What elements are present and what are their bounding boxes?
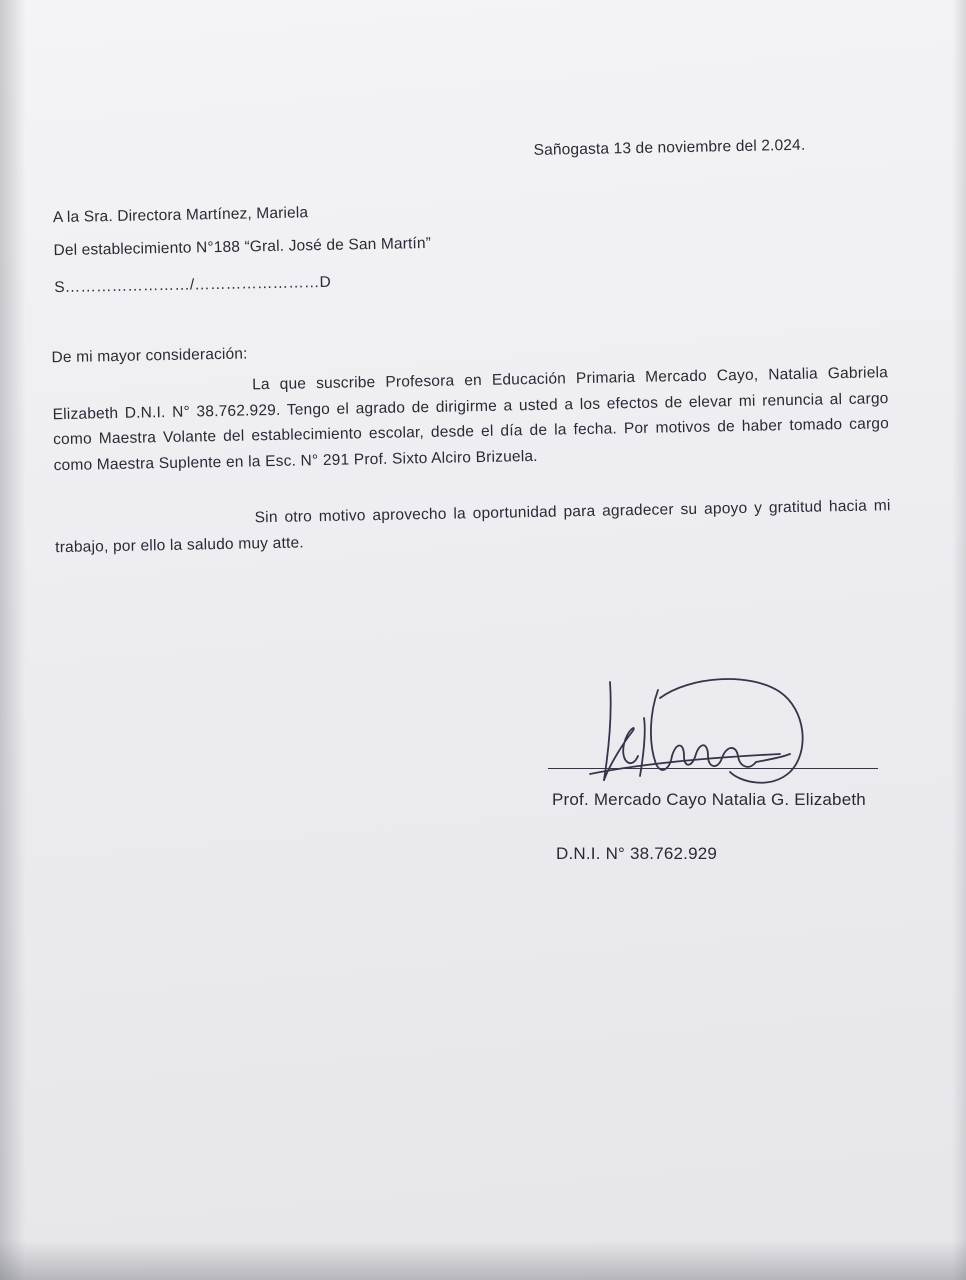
- recipient-line-2: Del establecimiento N°188 “Gral. José de San Martín”: [53, 234, 432, 260]
- body-paragraph-1: [52, 360, 890, 478]
- paragraph-indent: [55, 522, 255, 526]
- body-paragraph-2: [54, 493, 891, 560]
- signature-line: [548, 768, 878, 769]
- signature-name: Prof. Mercado Cayo Natalia G. Elizabeth: [552, 790, 866, 809]
- paragraph-indent: [52, 389, 252, 393]
- place-date: Sañogasta 13 de noviembre del 2.024.: [533, 136, 806, 159]
- body-paragraph-1-text: La que suscribe Profesora en Educación Primaria Mercado Cayo, Natalia Gabriela Elizabeth D.N.I. N° 38.762.929. Tengo el agrado de dirigirme a usted a los efectos de elevar mi renuncia al cargo como Maestra Volante del establecimiento escolar, desde el día de la fecha. Por motivos de haber tomado cargo como Maestra Suplente en la Esc. N° 291 Prof. Sixto Alciro Brizuela.: [52, 364, 890, 474]
- handwritten-signature: [580, 672, 820, 802]
- signature-block: [540, 672, 900, 872]
- salutation: De mi mayor consideración:: [51, 345, 248, 367]
- sd-line: S……………………/……………………D: [54, 273, 332, 297]
- recipient-line-1: A la Sra. Directora Martínez, Mariela: [52, 204, 309, 227]
- signature-dni: D.N.I. N° 38.762.929: [556, 844, 718, 863]
- body-paragraph-2-text: Sin otro motivo aprovecho la oportunidad para agradecer su apoyo y gratitud hacia mi trabajo, por ello la saludo muy atte.: [55, 497, 891, 556]
